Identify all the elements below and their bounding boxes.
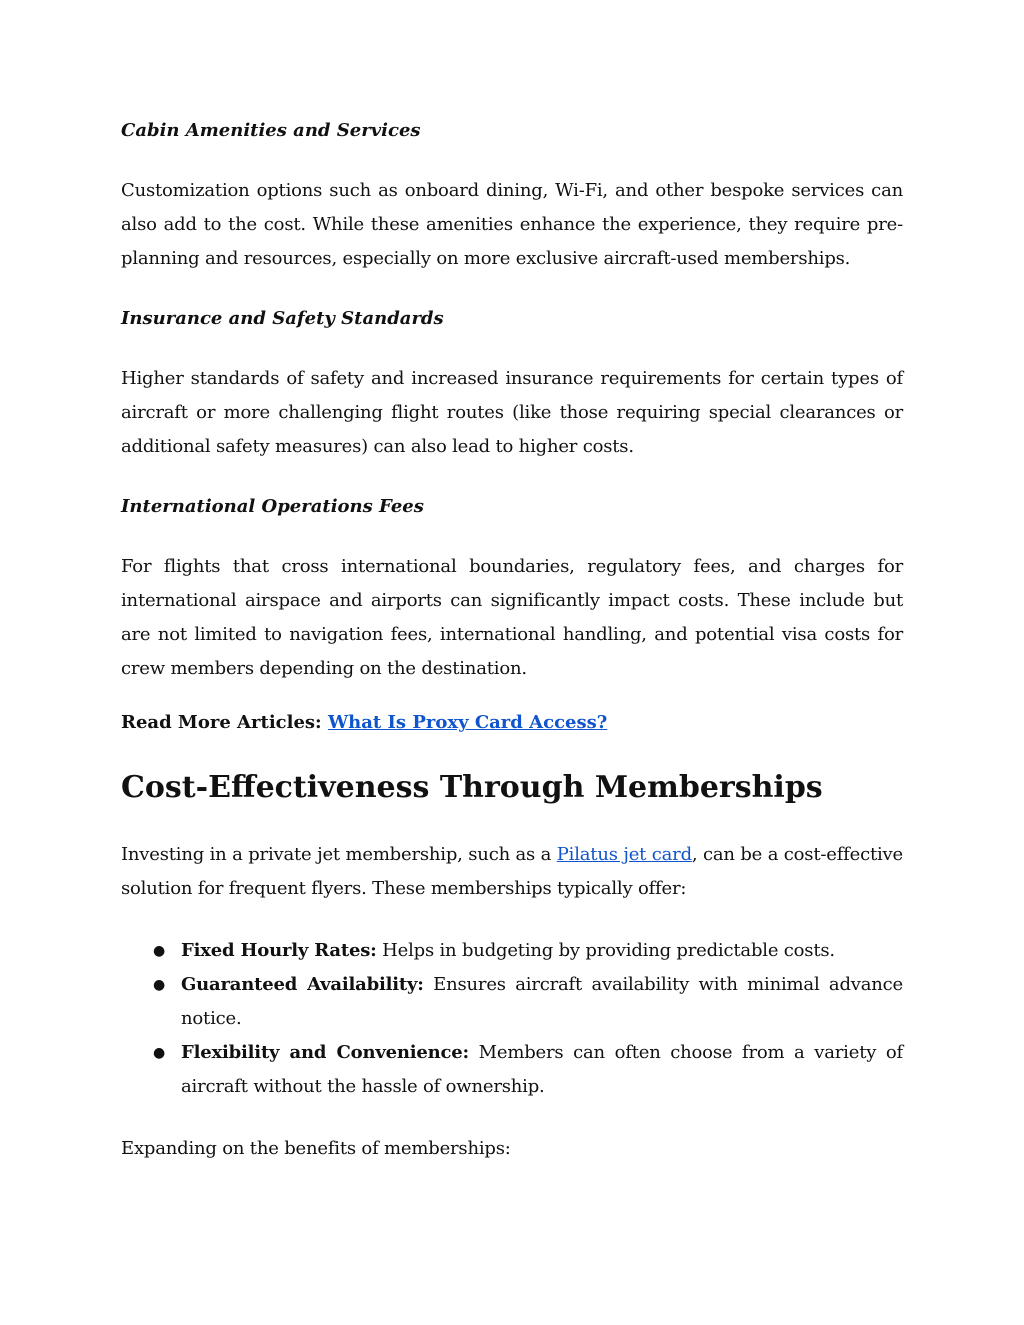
list-item-term: Fixed Hourly Rates: (181, 940, 377, 961)
memberships-intro (121, 838, 903, 906)
list-item (121, 934, 903, 968)
list-item-term: Guaranteed Availability: (181, 974, 424, 995)
bullet-icon: ● (153, 1045, 166, 1061)
read-more-label: Read More Articles: (121, 712, 328, 733)
list-item-text: Members can often choose from a variety of aircraft without the hassle of ownership. (181, 1042, 903, 1097)
section-body-international: For flights that cross international boundaries, regulatory fees, and charges for international airspace and airports can significantly impact costs. These include but are not limited to navigation fees, international handling, and potential visa costs for crew members depending on the destination. (121, 556, 903, 679)
benefits-list (121, 934, 903, 1104)
section-heading-insurance: Insurance and Safety Standards (121, 308, 444, 329)
intro-text-after: , can be a cost-effective solution for frequent flyers. These memberships typically offer: (121, 844, 903, 899)
list-item (121, 968, 903, 1036)
read-more (121, 708, 903, 738)
list-item-text: Ensures aircraft availability with minimal advance notice. (181, 974, 904, 1029)
intro-text-before: Investing in a private jet membership, such as a (121, 844, 557, 865)
memberships-heading: Cost-Effectiveness Through Memberships (121, 770, 823, 805)
bullet-icon: ● (153, 977, 166, 993)
list-item-text: Helps in budgeting by providing predictable costs. (376, 940, 835, 961)
bullet-icon: ● (153, 943, 166, 959)
pilatus-jet-card-link[interactable]: Pilatus jet card (556, 844, 692, 865)
section-body-cabin: Customization options such as onboard dining, Wi-Fi, and other bespoke services can also add to the cost. While these amenities enhance the experience, they require pre-planning and resources, especially on more exclusive aircraft-used memberships. (121, 180, 903, 269)
read-more-link[interactable]: What Is Proxy Card Access? (327, 712, 608, 733)
list-item (121, 1036, 903, 1104)
section-heading-international: International Operations Fees (121, 496, 424, 517)
memberships-closing: Expanding on the benefits of memberships: (121, 1138, 511, 1159)
section-heading-cabin: Cabin Amenities and Services (121, 120, 421, 141)
list-item-term: Flexibility and Convenience: (181, 1042, 469, 1063)
section-body-insurance: Higher standards of safety and increased insurance requirements for certain types of aircraft or more challenging flight routes (like those requiring special clearances or additional safety measures) can also lead to higher costs. (121, 368, 903, 457)
